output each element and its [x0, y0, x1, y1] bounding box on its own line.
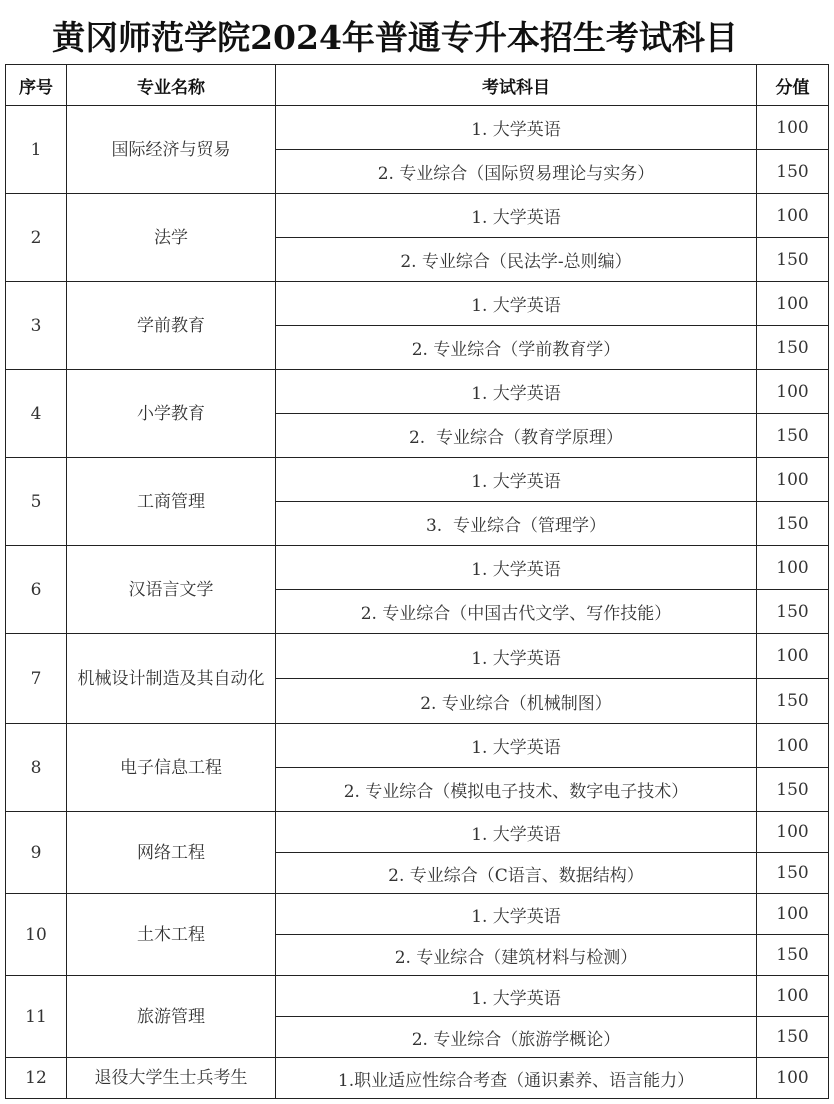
subject-score: 150: [757, 679, 829, 724]
subject-score: 100: [757, 458, 829, 502]
subject-score: 150: [757, 1017, 829, 1058]
major-name: 汉语言文学: [67, 546, 276, 634]
row-number: 10: [6, 894, 67, 976]
exam-subject: 2. 专业综合（模拟电子技术、数字电子技术）: [276, 768, 757, 812]
subject-score: 100: [757, 976, 829, 1017]
exam-subject: 1. 大学英语: [276, 458, 757, 502]
exam-subject: 1. 大学英语: [276, 194, 757, 238]
table-row: [6, 812, 829, 853]
row-number: 5: [6, 458, 67, 546]
major-name: 网络工程: [67, 812, 276, 894]
row-number: 8: [6, 724, 67, 812]
exam-subject: 2. 专业综合（机械制图）: [276, 679, 757, 724]
table-row: [6, 370, 829, 414]
table-row: [6, 1058, 829, 1099]
row-number: 4: [6, 370, 67, 458]
row-number: 11: [6, 976, 67, 1058]
subject-score: 100: [757, 106, 829, 150]
header-score: 分值: [757, 65, 829, 106]
exam-subject: 1. 大学英语: [276, 894, 757, 935]
row-number: 3: [6, 282, 67, 370]
row-number: 6: [6, 546, 67, 634]
exam-subject: 2. 专业综合（学前教育学）: [276, 326, 757, 370]
major-name: 法学: [67, 194, 276, 282]
exam-subject: 2. 专业综合（国际贸易理论与实务）: [276, 150, 757, 194]
subject-score: 100: [757, 194, 829, 238]
major-name: 工商管理: [67, 458, 276, 546]
major-name: 小学教育: [67, 370, 276, 458]
exam-subject: 1. 大学英语: [276, 634, 757, 679]
exam-subject: 2. 专业综合（教育学原理）: [276, 414, 757, 458]
exam-subject: 2. 专业综合（民法学-总则编）: [276, 238, 757, 282]
table-row: [6, 194, 829, 238]
table-row: [6, 546, 829, 590]
exam-subject: 2. 专业综合（中国古代文学、写作技能）: [276, 590, 757, 634]
subject-score: 150: [757, 238, 829, 282]
major-name: 退役大学生士兵考生: [67, 1058, 276, 1099]
major-name: 电子信息工程: [67, 724, 276, 812]
major-name: 旅游管理: [67, 976, 276, 1058]
table-header-row: [6, 65, 829, 106]
major-name: 学前教育: [67, 282, 276, 370]
table-row: [6, 976, 829, 1017]
table-row: [6, 724, 829, 768]
subject-score: 100: [757, 812, 829, 853]
major-name: 机械设计制造及其自动化: [67, 634, 276, 724]
table-row: [6, 894, 829, 935]
subject-score: 100: [757, 546, 829, 590]
exam-subject: 1. 大学英语: [276, 370, 757, 414]
header-major: 专业名称: [67, 65, 276, 106]
subject-score: 150: [757, 590, 829, 634]
page-title: 黄冈师范学院2024年普通专升本招生考试科目: [52, 18, 738, 57]
exam-subjects-table: [5, 64, 829, 1099]
exam-subject: 2. 专业综合（C语言、数据结构）: [276, 853, 757, 894]
header-subjects: 考试科目: [276, 65, 757, 106]
subject-score: 100: [757, 724, 829, 768]
row-number: 7: [6, 634, 67, 724]
subject-score: 150: [757, 502, 829, 546]
exam-subject: 1. 大学英语: [276, 976, 757, 1017]
subject-score: 100: [757, 894, 829, 935]
table-row: [6, 106, 829, 150]
subject-score: 100: [757, 370, 829, 414]
subject-score: 150: [757, 935, 829, 976]
subject-score: 150: [757, 853, 829, 894]
exam-subject: 1. 大学英语: [276, 282, 757, 326]
subject-score: 150: [757, 150, 829, 194]
exam-subject: 2. 专业综合（建筑材料与检测）: [276, 935, 757, 976]
exam-subject: 3. 专业综合（管理学）: [276, 502, 757, 546]
exam-subject: 1.职业适应性综合考查（通识素养、语言能力）: [276, 1058, 757, 1099]
subject-score: 150: [757, 414, 829, 458]
exam-subject: 1. 大学英语: [276, 106, 757, 150]
subject-score: 100: [757, 282, 829, 326]
subject-score: 100: [757, 634, 829, 679]
row-number: 2: [6, 194, 67, 282]
subject-score: 150: [757, 768, 829, 812]
exam-subject: 1. 大学英语: [276, 546, 757, 590]
table-row: [6, 458, 829, 502]
table-body: [6, 106, 829, 1099]
subject-score: 100: [757, 1058, 829, 1099]
row-number: 12: [6, 1058, 67, 1099]
row-number: 1: [6, 106, 67, 194]
header-no: 序号: [6, 65, 67, 106]
exam-subject: 2. 专业综合（旅游学概论）: [276, 1017, 757, 1058]
table-row: [6, 282, 829, 326]
major-name: 土木工程: [67, 894, 276, 976]
subject-score: 150: [757, 326, 829, 370]
row-number: 9: [6, 812, 67, 894]
table-row: [6, 634, 829, 679]
exam-subject: 1. 大学英语: [276, 812, 757, 853]
major-name: 国际经济与贸易: [67, 106, 276, 194]
exam-subject: 1. 大学英语: [276, 724, 757, 768]
